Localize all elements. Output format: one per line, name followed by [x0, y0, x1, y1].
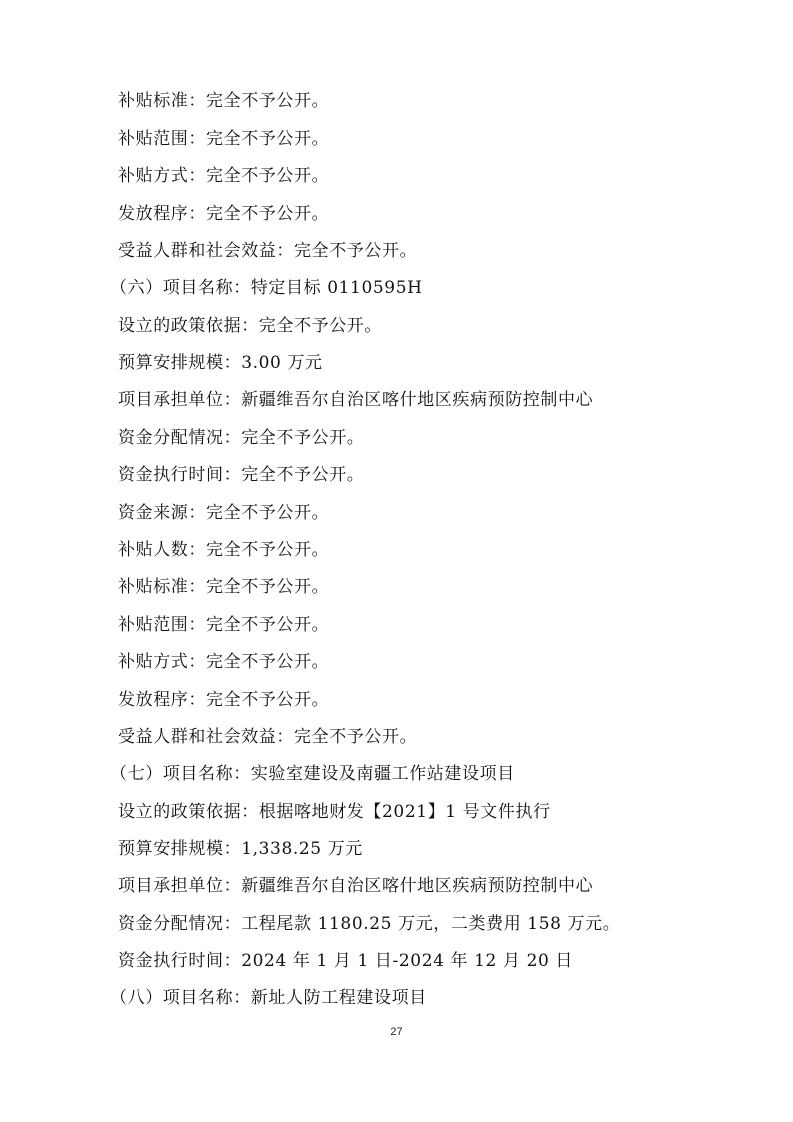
section-heading: （六）项目名称：特定目标 0110595H	[110, 278, 423, 298]
text-line: 补贴范围：完全不予公开。	[118, 615, 330, 635]
text-line: 设立的政策依据：根据喀地财发【2021】1 号文件执行	[118, 802, 551, 822]
text-line: 资金分配情况：工程尾款 1180.25 万元，二类费用 158 万元。	[118, 914, 621, 934]
text-line: 补贴方式：完全不予公开。	[118, 166, 330, 186]
text-line: 预算安排规模：3.00 万元	[118, 353, 323, 373]
text-line: 补贴标准：完全不予公开。	[118, 577, 330, 597]
text-line: 补贴方式：完全不予公开。	[118, 652, 330, 672]
text-line: 补贴标准：完全不予公开。	[118, 91, 330, 111]
section-heading: （八）项目名称：新址人防工程建设项目	[110, 988, 427, 1008]
section-heading: （七）项目名称：实验室建设及南疆工作站建设项目	[110, 764, 515, 784]
page-number: 27	[390, 1026, 403, 1038]
text-line: 发放程序：完全不予公开。	[118, 690, 330, 710]
text-line: 资金执行时间：完全不予公开。	[118, 465, 365, 485]
text-line: 项目承担单位：新疆维吾尔自治区喀什地区疾病预防控制中心	[118, 390, 594, 410]
text-line: 设立的政策依据：完全不予公开。	[118, 316, 382, 336]
text-line: 受益人群和社会效益：完全不予公开。	[118, 727, 418, 747]
text-line: 发放程序：完全不予公开。	[118, 204, 330, 224]
text-line: 补贴范围：完全不予公开。	[118, 129, 330, 149]
text-line: 受益人群和社会效益：完全不予公开。	[118, 241, 418, 261]
text-line: 预算安排规模：1,338.25 万元	[118, 839, 363, 859]
text-line: 项目承担单位：新疆维吾尔自治区喀什地区疾病预防控制中心	[118, 876, 594, 896]
text-line: 资金来源：完全不予公开。	[118, 503, 330, 523]
text-line: 补贴人数：完全不予公开。	[118, 540, 330, 560]
text-line: 资金执行时间：2024 年 1 月 1 日-2024 年 12 月 20 日	[118, 951, 574, 971]
text-line: 资金分配情况：完全不予公开。	[118, 428, 365, 448]
